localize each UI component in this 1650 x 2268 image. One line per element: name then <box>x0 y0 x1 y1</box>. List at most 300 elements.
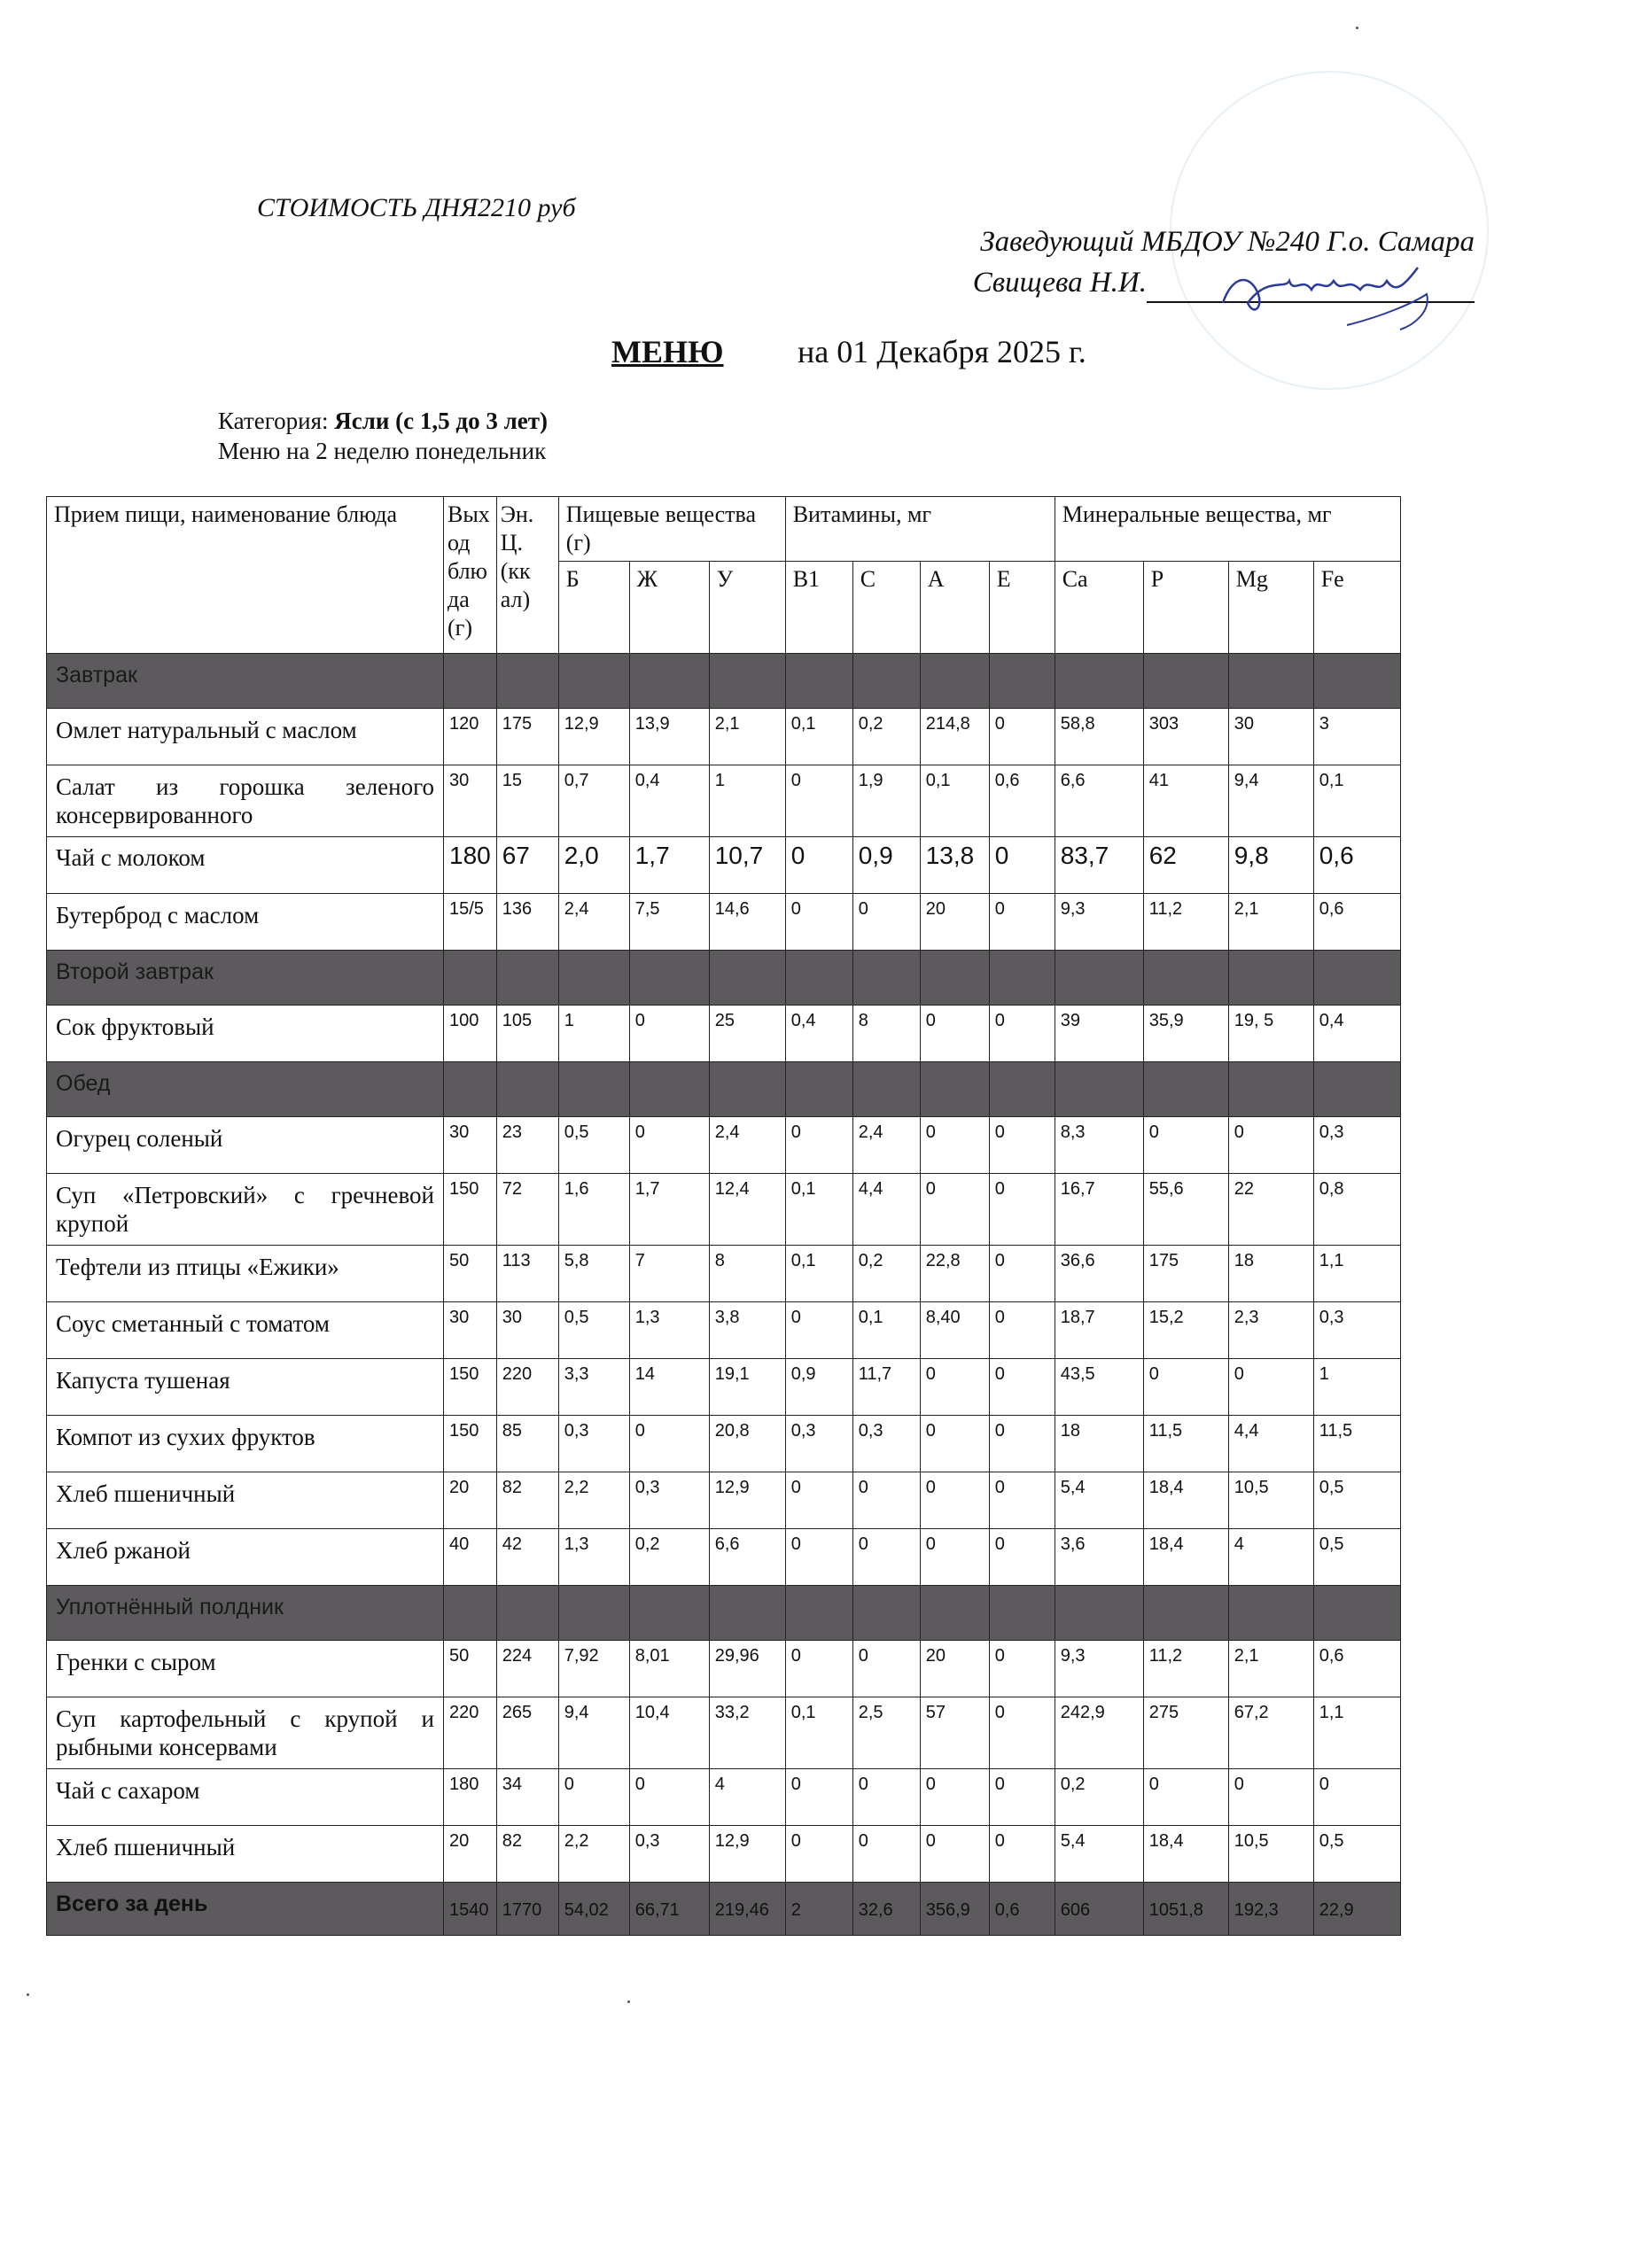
value-cell: 5,4 <box>1055 1826 1143 1883</box>
col-name-header: Прием пищи, наименование блюда <box>47 497 444 654</box>
value-cell: 7 <box>629 1246 709 1302</box>
dish-name: Чай с сахаром <box>47 1769 444 1826</box>
dish-name: Соус сметанный с томатом <box>47 1302 444 1359</box>
col-minerals-header: Минеральные вещества, мг <box>1055 497 1400 562</box>
value-cell: 20 <box>444 1472 497 1529</box>
value-cell: 0,1 <box>785 1174 852 1246</box>
table-row <box>47 1769 1401 1826</box>
col-nutrients-header: Пищевые вещества (г) <box>558 497 785 562</box>
value-cell: 0 <box>558 1769 629 1826</box>
value-cell: 0 <box>785 1769 852 1826</box>
value-cell: 192,3 <box>1228 1883 1313 1936</box>
section-filler-cell <box>989 1586 1055 1641</box>
section-filler-cell <box>1055 951 1143 1006</box>
section-filler-cell <box>629 654 709 709</box>
value-cell: 13,9 <box>629 709 709 765</box>
day-cost: СТОИМОСТЬ ДНЯ2210 руб <box>257 193 576 222</box>
value-cell: 14,6 <box>709 894 785 951</box>
value-cell: 30 <box>444 1117 497 1174</box>
section-filler-cell <box>709 654 785 709</box>
value-cell: 72 <box>496 1174 558 1246</box>
section-row <box>47 654 1401 709</box>
section-filler-cell <box>1055 1586 1143 1641</box>
value-cell: 0 <box>785 1826 852 1883</box>
value-cell: 43,5 <box>1055 1359 1143 1416</box>
value-cell: 1,3 <box>558 1529 629 1586</box>
table-row <box>47 837 1401 894</box>
dish-name: Огурец соленый <box>47 1117 444 1174</box>
value-cell: 0 <box>920 1117 989 1174</box>
menu-date: на 01 Декабря 2025 г. <box>798 334 1086 369</box>
section-filler-cell <box>852 1062 920 1117</box>
value-cell: 356,9 <box>920 1883 989 1936</box>
value-cell: 18,4 <box>1143 1529 1228 1586</box>
value-cell: 50 <box>444 1641 497 1697</box>
value-cell: 1 <box>558 1006 629 1062</box>
menu-week: Меню на 2 неделю понедельник <box>218 438 547 464</box>
value-cell: 2,3 <box>1228 1302 1313 1359</box>
dish-name: Тефтели из птицы «Ежики» <box>47 1246 444 1302</box>
value-cell: 7,5 <box>629 894 709 951</box>
value-cell: 11,7 <box>852 1359 920 1416</box>
value-cell: 0,3 <box>785 1416 852 1472</box>
table-row <box>47 1529 1401 1586</box>
value-cell: 0,5 <box>558 1117 629 1174</box>
section-filler-cell <box>629 1062 709 1117</box>
value-cell: 0 <box>920 1174 989 1246</box>
section-filler-cell <box>785 1062 852 1117</box>
category-row <box>218 406 548 436</box>
value-cell: 15 <box>496 765 558 837</box>
section-name: Завтрак <box>47 654 444 709</box>
section-row <box>47 1586 1401 1641</box>
section-filler-cell <box>558 654 629 709</box>
section-filler-cell <box>1143 1586 1228 1641</box>
value-cell: 19, 5 <box>1228 1006 1313 1062</box>
value-cell: 2,1 <box>1228 1641 1313 1697</box>
value-cell: 32,6 <box>852 1883 920 1936</box>
value-cell: 1,6 <box>558 1174 629 1246</box>
col-b: Б <box>558 562 629 654</box>
value-cell: 0,3 <box>1313 1302 1400 1359</box>
value-cell: 0 <box>852 1641 920 1697</box>
value-cell: 275 <box>1143 1697 1228 1769</box>
value-cell: 15,2 <box>1143 1302 1228 1359</box>
value-cell: 0,4 <box>785 1006 852 1062</box>
col-c: C <box>852 562 920 654</box>
scan-speck <box>627 2000 630 2003</box>
value-cell: 0,1 <box>920 765 989 837</box>
table-row <box>47 1246 1401 1302</box>
section-filler-cell <box>558 1586 629 1641</box>
value-cell: 0 <box>1143 1359 1228 1416</box>
section-filler-cell <box>1313 1062 1400 1117</box>
value-cell: 2 <box>785 1883 852 1936</box>
section-filler-cell <box>785 1586 852 1641</box>
table-row <box>47 1006 1401 1062</box>
value-cell: 0 <box>920 1529 989 1586</box>
value-cell: 0 <box>989 1174 1055 1246</box>
value-cell: 120 <box>444 709 497 765</box>
value-cell: 0 <box>1228 1769 1313 1826</box>
section-filler-cell <box>1313 654 1400 709</box>
value-cell: 9,3 <box>1055 1641 1143 1697</box>
value-cell: 30 <box>444 765 497 837</box>
section-filler-cell <box>920 951 989 1006</box>
value-cell: 0,6 <box>1313 1641 1400 1697</box>
value-cell: 82 <box>496 1826 558 1883</box>
value-cell: 0 <box>920 1416 989 1472</box>
value-cell: 0 <box>989 1246 1055 1302</box>
value-cell: 0 <box>989 1416 1055 1472</box>
value-cell: 11,5 <box>1143 1416 1228 1472</box>
section-filler-cell <box>1313 951 1400 1006</box>
col-ca: Ca <box>1055 562 1143 654</box>
value-cell: 0 <box>1143 1769 1228 1826</box>
section-filler-cell <box>852 951 920 1006</box>
value-cell: 62 <box>1143 837 1228 894</box>
value-cell: 0 <box>1228 1117 1313 1174</box>
dish-name: Компот из сухих фруктов <box>47 1416 444 1472</box>
value-cell: 1770 <box>496 1883 558 1936</box>
value-cell: 0 <box>785 894 852 951</box>
value-cell: 0,4 <box>1313 1006 1400 1062</box>
value-cell: 1,3 <box>629 1302 709 1359</box>
section-filler-cell <box>1055 654 1143 709</box>
value-cell: 0,3 <box>629 1826 709 1883</box>
value-cell: 13,8 <box>920 837 989 894</box>
value-cell: 12,9 <box>558 709 629 765</box>
value-cell: 0 <box>1228 1359 1313 1416</box>
table-row <box>47 1302 1401 1359</box>
section-filler-cell <box>444 654 497 709</box>
value-cell: 0,2 <box>629 1529 709 1586</box>
value-cell: 42 <box>496 1529 558 1586</box>
value-cell: 606 <box>1055 1883 1143 1936</box>
value-cell: 9,3 <box>1055 894 1143 951</box>
value-cell: 22 <box>1228 1174 1313 1246</box>
value-cell: 11,5 <box>1313 1416 1400 1472</box>
dish-name: Хлеб пшеничный <box>47 1472 444 1529</box>
value-cell: 83,7 <box>1055 837 1143 894</box>
value-cell: 50 <box>444 1246 497 1302</box>
table-row <box>47 1697 1401 1769</box>
section-filler-cell <box>709 951 785 1006</box>
value-cell: 5,8 <box>558 1246 629 1302</box>
value-cell: 4 <box>709 1769 785 1826</box>
value-cell: 3,8 <box>709 1302 785 1359</box>
value-cell: 20 <box>920 1641 989 1697</box>
value-cell: 2,1 <box>709 709 785 765</box>
value-cell: 105 <box>496 1006 558 1062</box>
value-cell: 3 <box>1313 709 1400 765</box>
value-cell: 82 <box>496 1472 558 1529</box>
section-filler-cell <box>558 1062 629 1117</box>
value-cell: 0 <box>920 1826 989 1883</box>
value-cell: 3,3 <box>558 1359 629 1416</box>
section-filler-cell <box>496 1062 558 1117</box>
section-filler-cell <box>1228 1586 1313 1641</box>
section-filler-cell <box>496 1586 558 1641</box>
value-cell: 0,3 <box>852 1416 920 1472</box>
value-cell: 18,4 <box>1143 1826 1228 1883</box>
section-filler-cell <box>989 654 1055 709</box>
value-cell: 0 <box>852 1769 920 1826</box>
table-row <box>47 894 1401 951</box>
value-cell: 30 <box>1228 709 1313 765</box>
value-cell: 0,6 <box>1313 837 1400 894</box>
value-cell: 20,8 <box>709 1416 785 1472</box>
dish-name: Бутерброд с маслом <box>47 894 444 951</box>
value-cell: 0,5 <box>1313 1472 1400 1529</box>
dish-name: Всего за день <box>47 1883 444 1936</box>
section-filler-cell <box>1228 1062 1313 1117</box>
table-row <box>47 1416 1401 1472</box>
value-cell: 0,6 <box>1313 894 1400 951</box>
col-u: У <box>709 562 785 654</box>
value-cell: 0 <box>1143 1117 1228 1174</box>
category-block <box>218 406 548 466</box>
col-output-header: Вых од блю да (г) <box>444 497 497 654</box>
table-row <box>47 1174 1401 1246</box>
table-row <box>47 1641 1401 1697</box>
value-cell: 57 <box>920 1697 989 1769</box>
section-filler-cell <box>444 1062 497 1117</box>
value-cell: 4,4 <box>852 1174 920 1246</box>
value-cell: 7,92 <box>558 1641 629 1697</box>
table-row <box>47 765 1401 837</box>
value-cell: 67,2 <box>1228 1697 1313 1769</box>
section-filler-cell <box>785 654 852 709</box>
value-cell: 0,5 <box>1313 1529 1400 1586</box>
section-filler-cell <box>920 1586 989 1641</box>
value-cell: 0 <box>989 1769 1055 1826</box>
section-filler-cell <box>1143 951 1228 1006</box>
value-cell: 0 <box>785 837 852 894</box>
value-cell: 33,2 <box>709 1697 785 1769</box>
section-filler-cell <box>444 951 497 1006</box>
value-cell: 58,8 <box>1055 709 1143 765</box>
value-cell: 12,9 <box>709 1826 785 1883</box>
value-cell: 6,6 <box>709 1529 785 1586</box>
col-e: E <box>989 562 1055 654</box>
value-cell: 175 <box>496 709 558 765</box>
value-cell: 2,4 <box>709 1117 785 1174</box>
value-cell: 0,1 <box>1313 765 1400 837</box>
value-cell: 0 <box>989 1117 1055 1174</box>
value-cell: 0,6 <box>989 765 1055 837</box>
section-filler-cell <box>989 951 1055 1006</box>
value-cell: 30 <box>444 1302 497 1359</box>
dish-name: Сок фруктовый <box>47 1006 444 1062</box>
section-filler-cell <box>1228 654 1313 709</box>
value-cell: 18,7 <box>1055 1302 1143 1359</box>
value-cell: 303 <box>1143 709 1228 765</box>
value-cell: 136 <box>496 894 558 951</box>
value-cell: 0 <box>1313 1769 1400 1826</box>
menu-table-body <box>47 654 1401 1936</box>
table-row <box>47 709 1401 765</box>
dish-name: Суп картофельный с крупой и рыбными консервами <box>47 1697 444 1769</box>
value-cell: 0 <box>920 1472 989 1529</box>
category-value: Ясли (с 1,5 до 3 лет) <box>334 408 548 434</box>
value-cell: 10,5 <box>1228 1472 1313 1529</box>
value-cell: 9,4 <box>1228 765 1313 837</box>
section-name: Обед <box>47 1062 444 1117</box>
section-filler-cell <box>920 1062 989 1117</box>
value-cell: 39 <box>1055 1006 1143 1062</box>
dish-name: Суп «Петровский» с гречневой крупой <box>47 1174 444 1246</box>
value-cell: 14 <box>629 1359 709 1416</box>
value-cell: 0 <box>629 1117 709 1174</box>
section-filler-cell <box>852 1586 920 1641</box>
value-cell: 113 <box>496 1246 558 1302</box>
value-cell: 0,3 <box>558 1416 629 1472</box>
section-filler-cell <box>558 951 629 1006</box>
value-cell: 16,7 <box>1055 1174 1143 1246</box>
value-cell: 15/5 <box>444 894 497 951</box>
value-cell: 0 <box>920 1006 989 1062</box>
value-cell: 22,8 <box>920 1246 989 1302</box>
value-cell: 8 <box>852 1006 920 1062</box>
value-cell: 0 <box>785 1472 852 1529</box>
value-cell: 0 <box>785 1302 852 1359</box>
dish-name: Хлеб пшеничный <box>47 1826 444 1883</box>
value-cell: 0 <box>852 1826 920 1883</box>
value-cell: 0 <box>785 1641 852 1697</box>
value-cell: 20 <box>444 1826 497 1883</box>
value-cell: 0 <box>785 1529 852 1586</box>
value-cell: 0,1 <box>852 1302 920 1359</box>
value-cell: 35,9 <box>1143 1006 1228 1062</box>
value-cell: 0 <box>989 1302 1055 1359</box>
value-cell: 6,6 <box>1055 765 1143 837</box>
value-cell: 8,40 <box>920 1302 989 1359</box>
value-cell: 11,2 <box>1143 1641 1228 1697</box>
value-cell: 150 <box>444 1174 497 1246</box>
value-cell: 180 <box>444 837 497 894</box>
section-filler-cell <box>920 654 989 709</box>
value-cell: 9,4 <box>558 1697 629 1769</box>
value-cell: 2,5 <box>852 1697 920 1769</box>
scan-speck <box>27 1993 29 1996</box>
value-cell: 19,1 <box>709 1359 785 1416</box>
value-cell: 41 <box>1143 765 1228 837</box>
value-cell: 0,2 <box>1055 1769 1143 1826</box>
value-cell: 0 <box>852 894 920 951</box>
value-cell: 8 <box>709 1246 785 1302</box>
section-filler-cell <box>1055 1062 1143 1117</box>
value-cell: 12,9 <box>709 1472 785 1529</box>
col-mg: Mg <box>1228 562 1313 654</box>
value-cell: 0 <box>989 837 1055 894</box>
total-row <box>47 1883 1401 1936</box>
value-cell: 25 <box>709 1006 785 1062</box>
dish-name: Хлеб ржаной <box>47 1529 444 1586</box>
value-cell: 1,1 <box>1313 1697 1400 1769</box>
value-cell: 10,5 <box>1228 1826 1313 1883</box>
value-cell: 66,71 <box>629 1883 709 1936</box>
section-filler-cell <box>629 1586 709 1641</box>
value-cell: 85 <box>496 1416 558 1472</box>
value-cell: 0 <box>989 894 1055 951</box>
value-cell: 10,4 <box>629 1697 709 1769</box>
dish-name: Омлет натуральный с маслом <box>47 709 444 765</box>
value-cell: 0 <box>785 1117 852 1174</box>
value-cell: 23 <box>496 1117 558 1174</box>
value-cell: 10,7 <box>709 837 785 894</box>
col-zh: Ж <box>629 562 709 654</box>
value-cell: 20 <box>920 894 989 951</box>
menu-table <box>46 496 1401 1936</box>
section-name: Второй завтрак <box>47 951 444 1006</box>
scan-speck <box>1356 27 1358 29</box>
value-cell: 0 <box>989 1006 1055 1062</box>
value-cell: 0 <box>989 1697 1055 1769</box>
section-filler-cell <box>1143 1062 1228 1117</box>
value-cell: 0 <box>852 1472 920 1529</box>
value-cell: 219,46 <box>709 1883 785 1936</box>
value-cell: 40 <box>444 1529 497 1586</box>
table-row <box>47 1472 1401 1529</box>
dish-name: Гренки с сыром <box>47 1641 444 1697</box>
value-cell: 0 <box>989 1641 1055 1697</box>
section-filler-cell <box>785 951 852 1006</box>
value-cell: 36,6 <box>1055 1246 1143 1302</box>
value-cell: 34 <box>496 1769 558 1826</box>
value-cell: 5,4 <box>1055 1472 1143 1529</box>
value-cell: 1,7 <box>629 1174 709 1246</box>
value-cell: 0,2 <box>852 709 920 765</box>
value-cell: 0,9 <box>785 1359 852 1416</box>
value-cell: 0,9 <box>852 837 920 894</box>
value-cell: 0 <box>852 1529 920 1586</box>
value-cell: 1 <box>709 765 785 837</box>
value-cell: 29,96 <box>709 1641 785 1697</box>
value-cell: 1,7 <box>629 837 709 894</box>
value-cell: 0,7 <box>558 765 629 837</box>
section-filler-cell <box>852 654 920 709</box>
col-a: A <box>920 562 989 654</box>
table-row <box>47 1826 1401 1883</box>
value-cell: 0,4 <box>629 765 709 837</box>
value-cell: 0,5 <box>1313 1826 1400 1883</box>
value-cell: 18 <box>1228 1246 1313 1302</box>
value-cell: 1 <box>1313 1359 1400 1416</box>
section-filler-cell <box>989 1062 1055 1117</box>
dish-name: Капуста тушеная <box>47 1359 444 1416</box>
value-cell: 1,1 <box>1313 1246 1400 1302</box>
value-cell: 150 <box>444 1416 497 1472</box>
value-cell: 2,0 <box>558 837 629 894</box>
approver-title: Заведующий МБДОУ №240 Г.о. Самара <box>980 226 1475 258</box>
value-cell: 0,1 <box>785 1697 852 1769</box>
section-filler-cell <box>496 951 558 1006</box>
value-cell: 54,02 <box>558 1883 629 1936</box>
value-cell: 0 <box>785 765 852 837</box>
value-cell: 0,6 <box>989 1883 1055 1936</box>
value-cell: 0 <box>920 1359 989 1416</box>
signature-icon <box>1214 241 1444 347</box>
section-name: Уплотнённый полдник <box>47 1586 444 1641</box>
value-cell: 18,4 <box>1143 1472 1228 1529</box>
value-cell: 2,4 <box>852 1117 920 1174</box>
table-row <box>47 1117 1401 1174</box>
value-cell: 0,1 <box>785 709 852 765</box>
section-row <box>47 1062 1401 1117</box>
col-fe: Fe <box>1313 562 1400 654</box>
value-cell: 0,2 <box>852 1246 920 1302</box>
